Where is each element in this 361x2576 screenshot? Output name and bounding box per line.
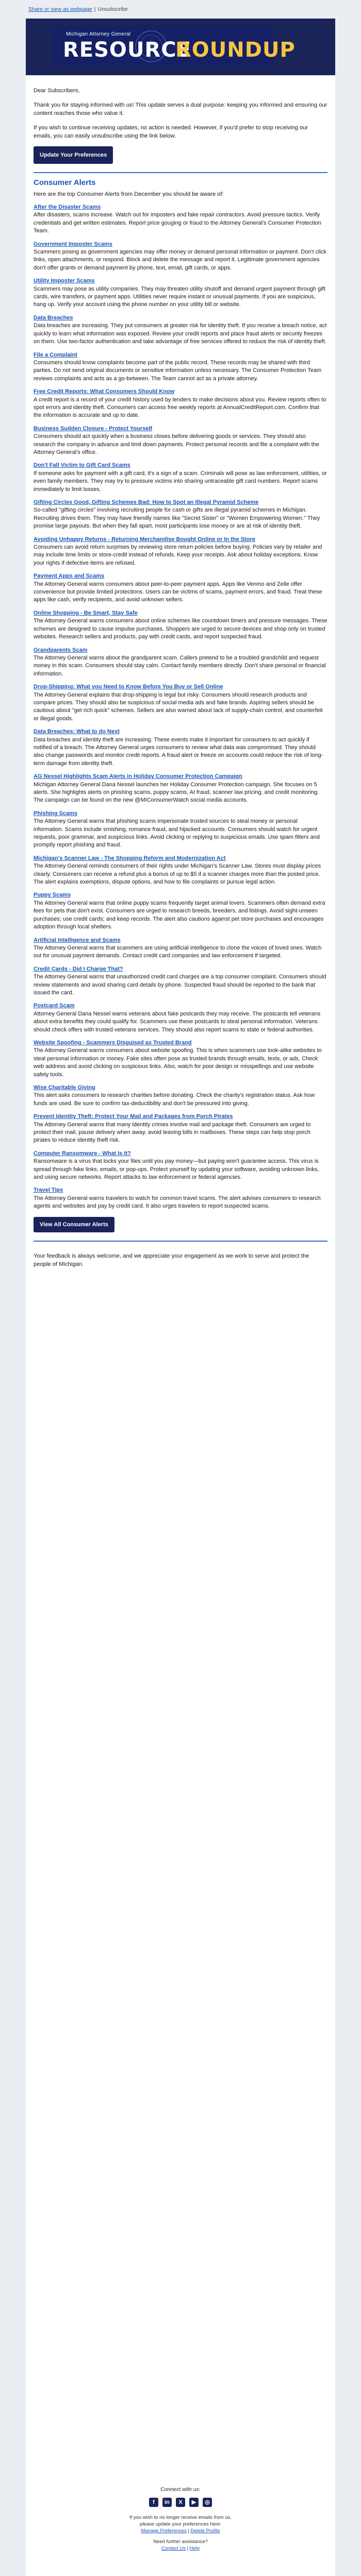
alerts-list	[26, 204, 335, 1211]
delete-profile-link[interactable]: Delete Profile	[190, 2528, 220, 2534]
alert-item	[26, 937, 335, 960]
alert-body: So-called "gifting circles" involving recruiting people for cash or gifts are illegal pyramid schemes in Michigan. Recruiting drives them. They may have friendly names like "Secret Sister" or "Women Empowering Women." They promise large payouts. But when they fall apart, most participants lose money or are at risk of identity theft.	[34, 507, 320, 530]
consumer-alerts-intro: Here are the top Consumer Alerts from December you should be aware of:	[34, 191, 224, 197]
alert-item	[26, 277, 335, 309]
alert-body: Attorney General Dana Nessel warns veterans about fake postcards they may receive. The postcards tell veterans about extra benefits they could qualify for. Scammers use these postcards to steal personal information. Veterans should check offers with trusted veterans services. They should also report scams to state or federal authorities.	[34, 1010, 321, 1033]
share-webpage-link[interactable]: Share or view as webpage	[28, 6, 92, 12]
alert-item	[26, 683, 335, 723]
intro-paragraph-1: Thank you for staying informed with us! This update serves a dual purpose: keeping you informed and ensuring our content reaches those who value it.	[34, 102, 327, 116]
alert-body: The Attorney General warns that online puppy scams frequently target animal lovers. Scammers often demand extra fees for pets that don't exist. Consumers are urged to research breeds, breeders, and listings. Avoid sight-unseen purchases; use credit cards; and keep records. The alert also cautions against pet store purchases and encourages adoption through local shelters.	[34, 900, 325, 930]
alert-body: Consumers should know complaints become part of the public record. These records may be shared with third parties. Do not send original documents or sensitive information unless necessary. The Consumer Protection Team reviews complaints and acts as a go-between. The Team cannot act as a private attorney.	[34, 359, 322, 382]
alert-title-link[interactable]: File a Complaint	[34, 351, 77, 358]
alert-title-link[interactable]: Free Credit Reports: What Consumers Should Know	[34, 388, 175, 395]
alert-body: The Attorney General warns travelers to watch for common travel scams. The alert advises consumers to research agents and websites and pay by credit card. It also urges travelers to report suspected scams.	[34, 1195, 321, 1210]
alert-body: The Attorney General warns that unauthorized credit card charges are a top consumer complaint. Consumers should review statements and avoid sharing card details by phone. Suspected fraud should be reported to the bank that issued the card.	[34, 974, 326, 996]
alert-title-link[interactable]: After the Disaster Scams	[34, 204, 101, 210]
alert-item	[26, 1150, 335, 1182]
alert-item	[26, 1002, 335, 1034]
alert-title-link[interactable]: Computer Ransomware - What Is It?	[34, 1150, 131, 1157]
alert-item	[26, 351, 335, 383]
links-separator-1: |	[188, 2528, 189, 2534]
alert-title-link[interactable]: Payment Apps and Scams	[34, 573, 105, 580]
alert-title-link[interactable]: Michigan's Scanner Law - The Shopping Reform and Modernization Act	[34, 855, 226, 861]
contact-us-link[interactable]: Contact Us	[161, 2546, 186, 2551]
alert-body: Ransomware is a virus that locks your files until you pay money—but paying won't guarantee access. This virus is spread through fake links, emails, or pop-ups. Protect yourself by updating your software, avoiding unknown links, and using secure networks. Report attacks to law enforcement or federal agencies.	[34, 1158, 319, 1181]
alert-title-link[interactable]: Gifting Circles Good, Gifting Schemes Bad: How to Spot an Illegal Pyramid Scheme	[34, 499, 259, 505]
alert-item	[26, 647, 335, 679]
alert-title-link[interactable]: AG Nessel Highlights Scam Alerts in Holiday Consumer Protection Campaign	[34, 773, 242, 780]
alert-item	[26, 891, 335, 931]
alert-item	[26, 499, 335, 531]
alert-title-link[interactable]: Travel Tips	[34, 1187, 63, 1194]
alert-item	[26, 1039, 335, 1079]
topbar-separator: |	[94, 6, 96, 12]
top-bar	[0, 0, 361, 19]
help-link[interactable]: Help	[189, 2546, 200, 2551]
alert-body: Consumers should act quickly when a business closes before delivering goods or services. They should also research the company in advance and limit down payments. Protect personal records and file a complaint with the Attorney General's office.	[34, 433, 319, 455]
unsubscribe-info	[26, 2514, 335, 2552]
alert-body: After disasters, scams increase. Watch out for imposters and fake repair contractors. Avoid pressure tactics. Verify credentials and get written estimates. Report price gouging or fraud to the Attorney General's Consumer Protection Team.	[34, 212, 321, 234]
alert-item	[26, 388, 335, 420]
alert-item	[26, 314, 335, 346]
linkedin-icon[interactable]: in	[162, 2498, 172, 2507]
unsubscribe-link[interactable]: Unsubscribe	[97, 6, 128, 12]
alert-title-link[interactable]: Postcard Scam	[34, 1003, 75, 1009]
intro-paragraph-2: If you wish to continue receiving updates, no action is needed. However, if you'd prefer to stop receiving our emails, you can easily unsubscribe using the link below.	[34, 125, 308, 139]
alert-item	[26, 572, 335, 604]
alert-title-link[interactable]: Wise Charitable Giving	[34, 1084, 95, 1091]
unsub-line-1: If you wish to no longer receive emails from us,	[129, 2515, 232, 2520]
youtube-icon[interactable]: ▶	[189, 2498, 199, 2507]
alert-title-link[interactable]: Credit Cards - Did I Charge That?	[34, 965, 123, 972]
alert-body: Michigan Attorney General Dana Nessel launches her Holiday Consumer Protection campaign. She focuses on 5 alerts. She highlights alerts on phishing scams, puppy scams, AI fraud, scanner law pricing, and credit monitoring. The campaign can be found on the new @MIConsumerWatch social media accounts.	[34, 781, 319, 804]
resource-roundup-banner	[26, 19, 335, 75]
view-all-wrapper	[26, 1211, 335, 1232]
alert-title-link[interactable]: Data Breaches	[34, 314, 73, 321]
alert-title-link[interactable]: Avoiding Unhappy Returns - Returning Merchandise Bought Online or In the Store	[34, 536, 255, 543]
alert-body: A credit report is a record of your credit history used by lenders to make decisions about you. Review reports often to spot errors and identity theft. Consumers can access free weekly reports at AnnualCreditReport.com. Confirm that the information is accurate and up to date.	[34, 396, 326, 419]
alert-title-link[interactable]: Business Sudden Closure - Protect Yourself	[34, 425, 153, 432]
unsub-line-2: please update your preferences here:	[140, 2521, 221, 2527]
alert-body: The Attorney General reminds consumers of their rights under Michigan's Scanner Law. Stores must display prices clearly. Consumers can receive a refund plus a bonus of up to $5 if a scanner charges more than the posted price. The alert explains exemptions, dispute options, and how to file complaints or pursue legal action.	[34, 863, 321, 886]
view-all-alerts-button[interactable]: View All Consumer Alerts	[34, 1217, 114, 1232]
alert-title-link[interactable]: Government Imposter Scams	[34, 241, 112, 247]
alert-body: The Attorney General warns that phishing scams impersonate trusted sources to steal money or personal information. Scams include smishing, romance fraud, and hijacked accounts. Consumers should watch for urgent requests, poor grammar, and suspicious links. Avoid clicking or replying to suspicious emails. Use spam filters and promptly report phishing and fraud.	[34, 818, 320, 849]
alert-body: Consumers can avoid return surprises by reviewing store return policies before buying. Policies vary by retailer and may include time limits or store-credit instead of refunds. Keep your receipts. Ask about holiday exceptions. Know your rights if defective items are refused.	[34, 544, 322, 566]
need-help-text: Need further assistance?	[153, 2539, 208, 2545]
alert-body: The Attorney General warns consumers about website spoofing. This is when scammers use look-alike websites to steal personal information or money. Fake sites often pose as trusted brands through emails, texts, or ads. Check web address and avoid clicking on suspicious links. Also, watch for poor design or misspellings and use website safety tools.	[34, 1047, 322, 1078]
connect-section	[26, 2486, 335, 2552]
alert-item	[26, 810, 335, 850]
alert-title-link[interactable]: Don't Fall Victim to Gift Card Scams	[34, 462, 130, 469]
alert-body: The Attorney General explains that drop-shipping is legal but risky. Consumers should research products and compare prices. They should also be suspicious of social media ads and fake brands. Aspiring sellers should be cautious about "get rich quick" schemes. Sellers are also warned about lack of supply-chain control, and counterfeit or illegal goods.	[34, 691, 323, 722]
alert-body: Scammers posing as government agencies may offer money or demand personal information or payment. Don't click links, open attachments, or respond. Block and delete the message and report it. Legitimate government agencies don't offer grants or demand payment by phone, text, email, gift cards, or apps.	[34, 249, 327, 271]
alert-title-link[interactable]: Artificial Intelligence and Scams	[34, 937, 121, 943]
alert-item	[26, 204, 335, 235]
alert-item	[26, 241, 335, 273]
alert-title-link[interactable]: Utility Imposter Scams	[34, 278, 95, 284]
intro-section	[26, 75, 335, 164]
banner-title-resource: RESOURCE	[63, 38, 191, 62]
instagram-icon[interactable]: ◎	[203, 2498, 212, 2507]
alert-item	[26, 425, 335, 457]
alert-item	[26, 773, 335, 805]
links-separator-2: |	[187, 2546, 188, 2551]
alert-item	[26, 1187, 335, 1210]
alert-body: If someone asks for payment with a gift card, it's a sign of a scam. Criminals will pose as law enforcement, utilities, or even family members. They may try to pressure victims into sharing untraceable gift card numbers. Report scams immediately to limit losses.	[34, 470, 327, 493]
consumer-alerts-heading: Consumer Alerts	[34, 178, 96, 187]
alert-title-link[interactable]: Drop-Shipping: What you Need to Know Before You Buy or Sell Online	[34, 684, 223, 690]
alert-item	[26, 536, 335, 568]
alert-title-link[interactable]: Puppy Scams	[34, 892, 71, 899]
alert-item	[26, 1084, 335, 1108]
alert-item	[26, 609, 335, 641]
alert-title-link[interactable]: Website Spoofing - Scammers Disguised as Trusted Brand	[34, 1039, 192, 1046]
alert-body: This alert asks consumers to research charities before donating. Check the charity's registration status. Ask how funds are used. Be sure to confirm tax-deductibility and don't be pressured into giving.	[34, 1092, 315, 1107]
alert-body: The Attorney General warns that many identity crimes involve mail and package theft. Consumers are urged to protect their mail, pause delivery when away, avoid leaving bills in mailboxes. These steps can help stop porch pirates to reduce identity theft risk.	[34, 1121, 311, 1144]
alert-body: Data breaches and identity theft are increasing. These events make it important for consumers to act quickly if notified of a breach. The Attorney General urges consumers to review what data was compromised. They should also change passwords and monitor credit reports. A fraud alert or freeze on accounts could reduce the risk of long-term damage from identity theft.	[34, 736, 323, 767]
manage-preferences-link[interactable]: Manage Preferences	[141, 2528, 187, 2534]
alert-item	[26, 462, 335, 494]
alert-body: Data breaches are increasing. They put consumers at greater risk for identity theft. If you receive a breach notice, act quickly to learn what information was exposed. Review your credit reports and place fraud alerts or security freezes on them. Use two-factor authentication and take advantage of free services offered to reduce the risk of identity theft.	[34, 323, 327, 345]
connect-label: Connect with us:	[160, 2486, 201, 2493]
alert-title-link[interactable]: Phishing Scams	[34, 810, 77, 817]
alert-title-link[interactable]: Grandparents Scam	[34, 647, 88, 653]
alert-item	[26, 728, 335, 768]
alert-title-link[interactable]: Online Shopping - Be Smart, Stay Safe	[34, 609, 138, 616]
alert-title-link[interactable]: Prevent Identity Theft: Protect Your Mail and Packages from Porch Pirates	[34, 1113, 233, 1120]
facebook-icon[interactable]: f	[149, 2498, 158, 2507]
alert-title-link[interactable]: Data Breaches: What to do Next	[34, 728, 120, 735]
alert-body: The Attorney General warns consumers about peer-to-peer payment apps. Apps like Venmo and Zelle offer convenience but provide limited protections. Users can be victims of scams, payment errors, and fraud. Treat these apps like cash, verify recipients, and avoid unknown sellers.	[34, 581, 322, 603]
alert-item	[26, 965, 335, 997]
alert-body: The Attorney General warns about the grandparent scam. Callers pretend to be a troubled grandchild and request money in this scam. Consumers should stay calm. Contact family members directly. Don't share personal or financial information.	[34, 654, 326, 677]
alert-body: Scammers may pose as utility companies. They may threaten utility shutoff and demand urgent payment through gift cards, wire transfers, or payment apps. Utilities never require instant or unusual payments. If you are suspicious, hang up. Verify your account using the phone number on your utility bill or website.	[34, 285, 325, 308]
banner-subtitle: Michigan Attorney General	[66, 31, 131, 37]
alert-item	[26, 1113, 335, 1145]
x-twitter-icon[interactable]: X	[176, 2498, 185, 2507]
alert-item	[26, 855, 335, 887]
update-preferences-button[interactable]: Update Your Preferences	[34, 146, 113, 164]
alert-body: The Attorney General warns consumers about online schemes like countdown timers and pressure messages. These schemes are designed to cause impulse purchases. Shoppers are urged to secure devices and shop only on trusted websites. Research sellers and products, pay with credit cards, and report suspected fraud.	[34, 618, 327, 640]
closing-text: Your feedback is always welcome, and we appreciate your engagement as we work to serve and protect the people of Michigan.	[34, 1252, 309, 1267]
banner-title-roundup: ROUNDUP	[175, 38, 296, 62]
greeting: Dear Subscribers,	[34, 88, 80, 94]
social-icons	[26, 2498, 335, 2507]
email-card	[26, 19, 335, 2576]
alert-body: The Attorney General warns that scammers are using artificial intelligence to clone the voices of loved ones. Watch out for unusual payment demands. Contact credit card companies and law enforcement if targeted.	[34, 944, 322, 959]
